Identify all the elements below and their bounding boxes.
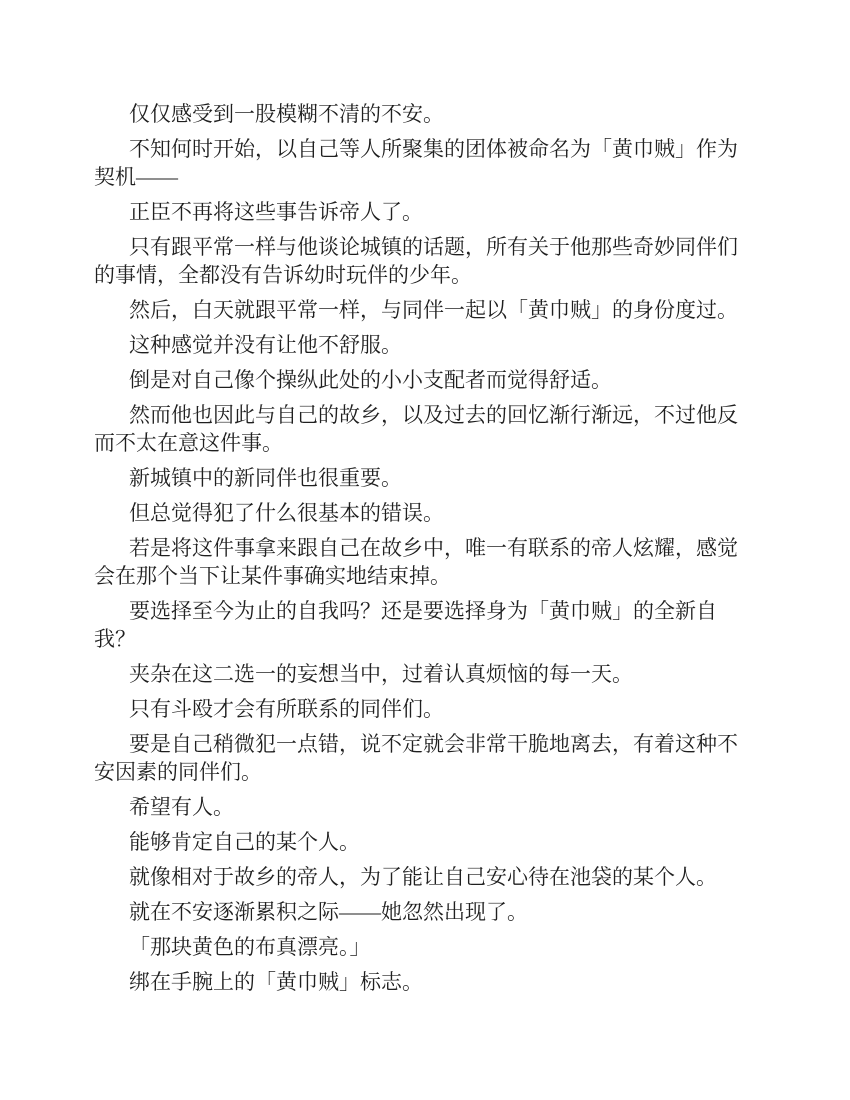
paragraph: 然后，白天就跟平常一样，与同伴一起以「黄巾贼」的身份度过。 — [129, 298, 738, 322]
paragraph: 绑在手腕上的「黄巾贼」标志。 — [129, 970, 423, 994]
paragraph: 要选择至今为止的自我吗？还是要选择身为「黄巾贼」的全新自我？ — [94, 599, 717, 651]
paragraph: 「那块黄色的布真漂亮。」 — [129, 935, 371, 959]
paragraph: 但总觉得犯了什么很基本的错误。 — [129, 501, 444, 525]
paragraph: 新城镇中的新同伴也很重要。 — [129, 466, 402, 490]
paragraph: 然而他也因此与自己的故乡，以及过去的回忆渐行渐远，不过他反而不太在意这件事。 — [94, 403, 738, 455]
paragraph: 这种感觉并没有让他不舒服。 — [129, 333, 402, 357]
paragraph: 倒是对自己像个操纵此处的小小支配者而觉得舒适。 — [129, 368, 612, 392]
paragraph: 仅仅感受到一股模糊不清的不安。 — [129, 102, 444, 126]
paragraph: 正臣不再将这些事告诉帝人了。 — [129, 200, 423, 224]
paragraph: 不知何时开始，以自己等人所聚集的团体被命名为「黄巾贼」作为契机—— — [94, 137, 738, 189]
paragraph: 就在不安逐渐累积之际——她忽然出现了。 — [129, 900, 528, 924]
paragraph: 要是自己稍微犯一点错，说不定就会非常干脆地离去，有着这种不安因素的同伴们。 — [94, 732, 738, 784]
paragraph: 就像相对于故乡的帝人，为了能让自己安心待在池袋的某个人。 — [129, 865, 717, 889]
novel-text-block — [94, 100, 755, 1003]
paragraph: 能够肯定自己的某个人。 — [129, 830, 360, 854]
paragraph: 只有斗殴才会有所联系的同伴们。 — [129, 697, 444, 721]
paragraph: 夹杂在这二选一的妄想当中，过着认真烦恼的每一天。 — [129, 662, 633, 686]
paragraph: 只有跟平常一样与他谈论城镇的话题，所有关于他那些奇妙同伴们的事情，全都没有告诉幼时玩伴的少年。 — [94, 235, 738, 287]
paragraph: 若是将这件事拿来跟自己在故乡中，唯一有联系的帝人炫耀，感觉会在那个当下让某件事确实地结束掉。 — [94, 536, 738, 588]
paragraph: 希望有人。 — [129, 795, 234, 819]
